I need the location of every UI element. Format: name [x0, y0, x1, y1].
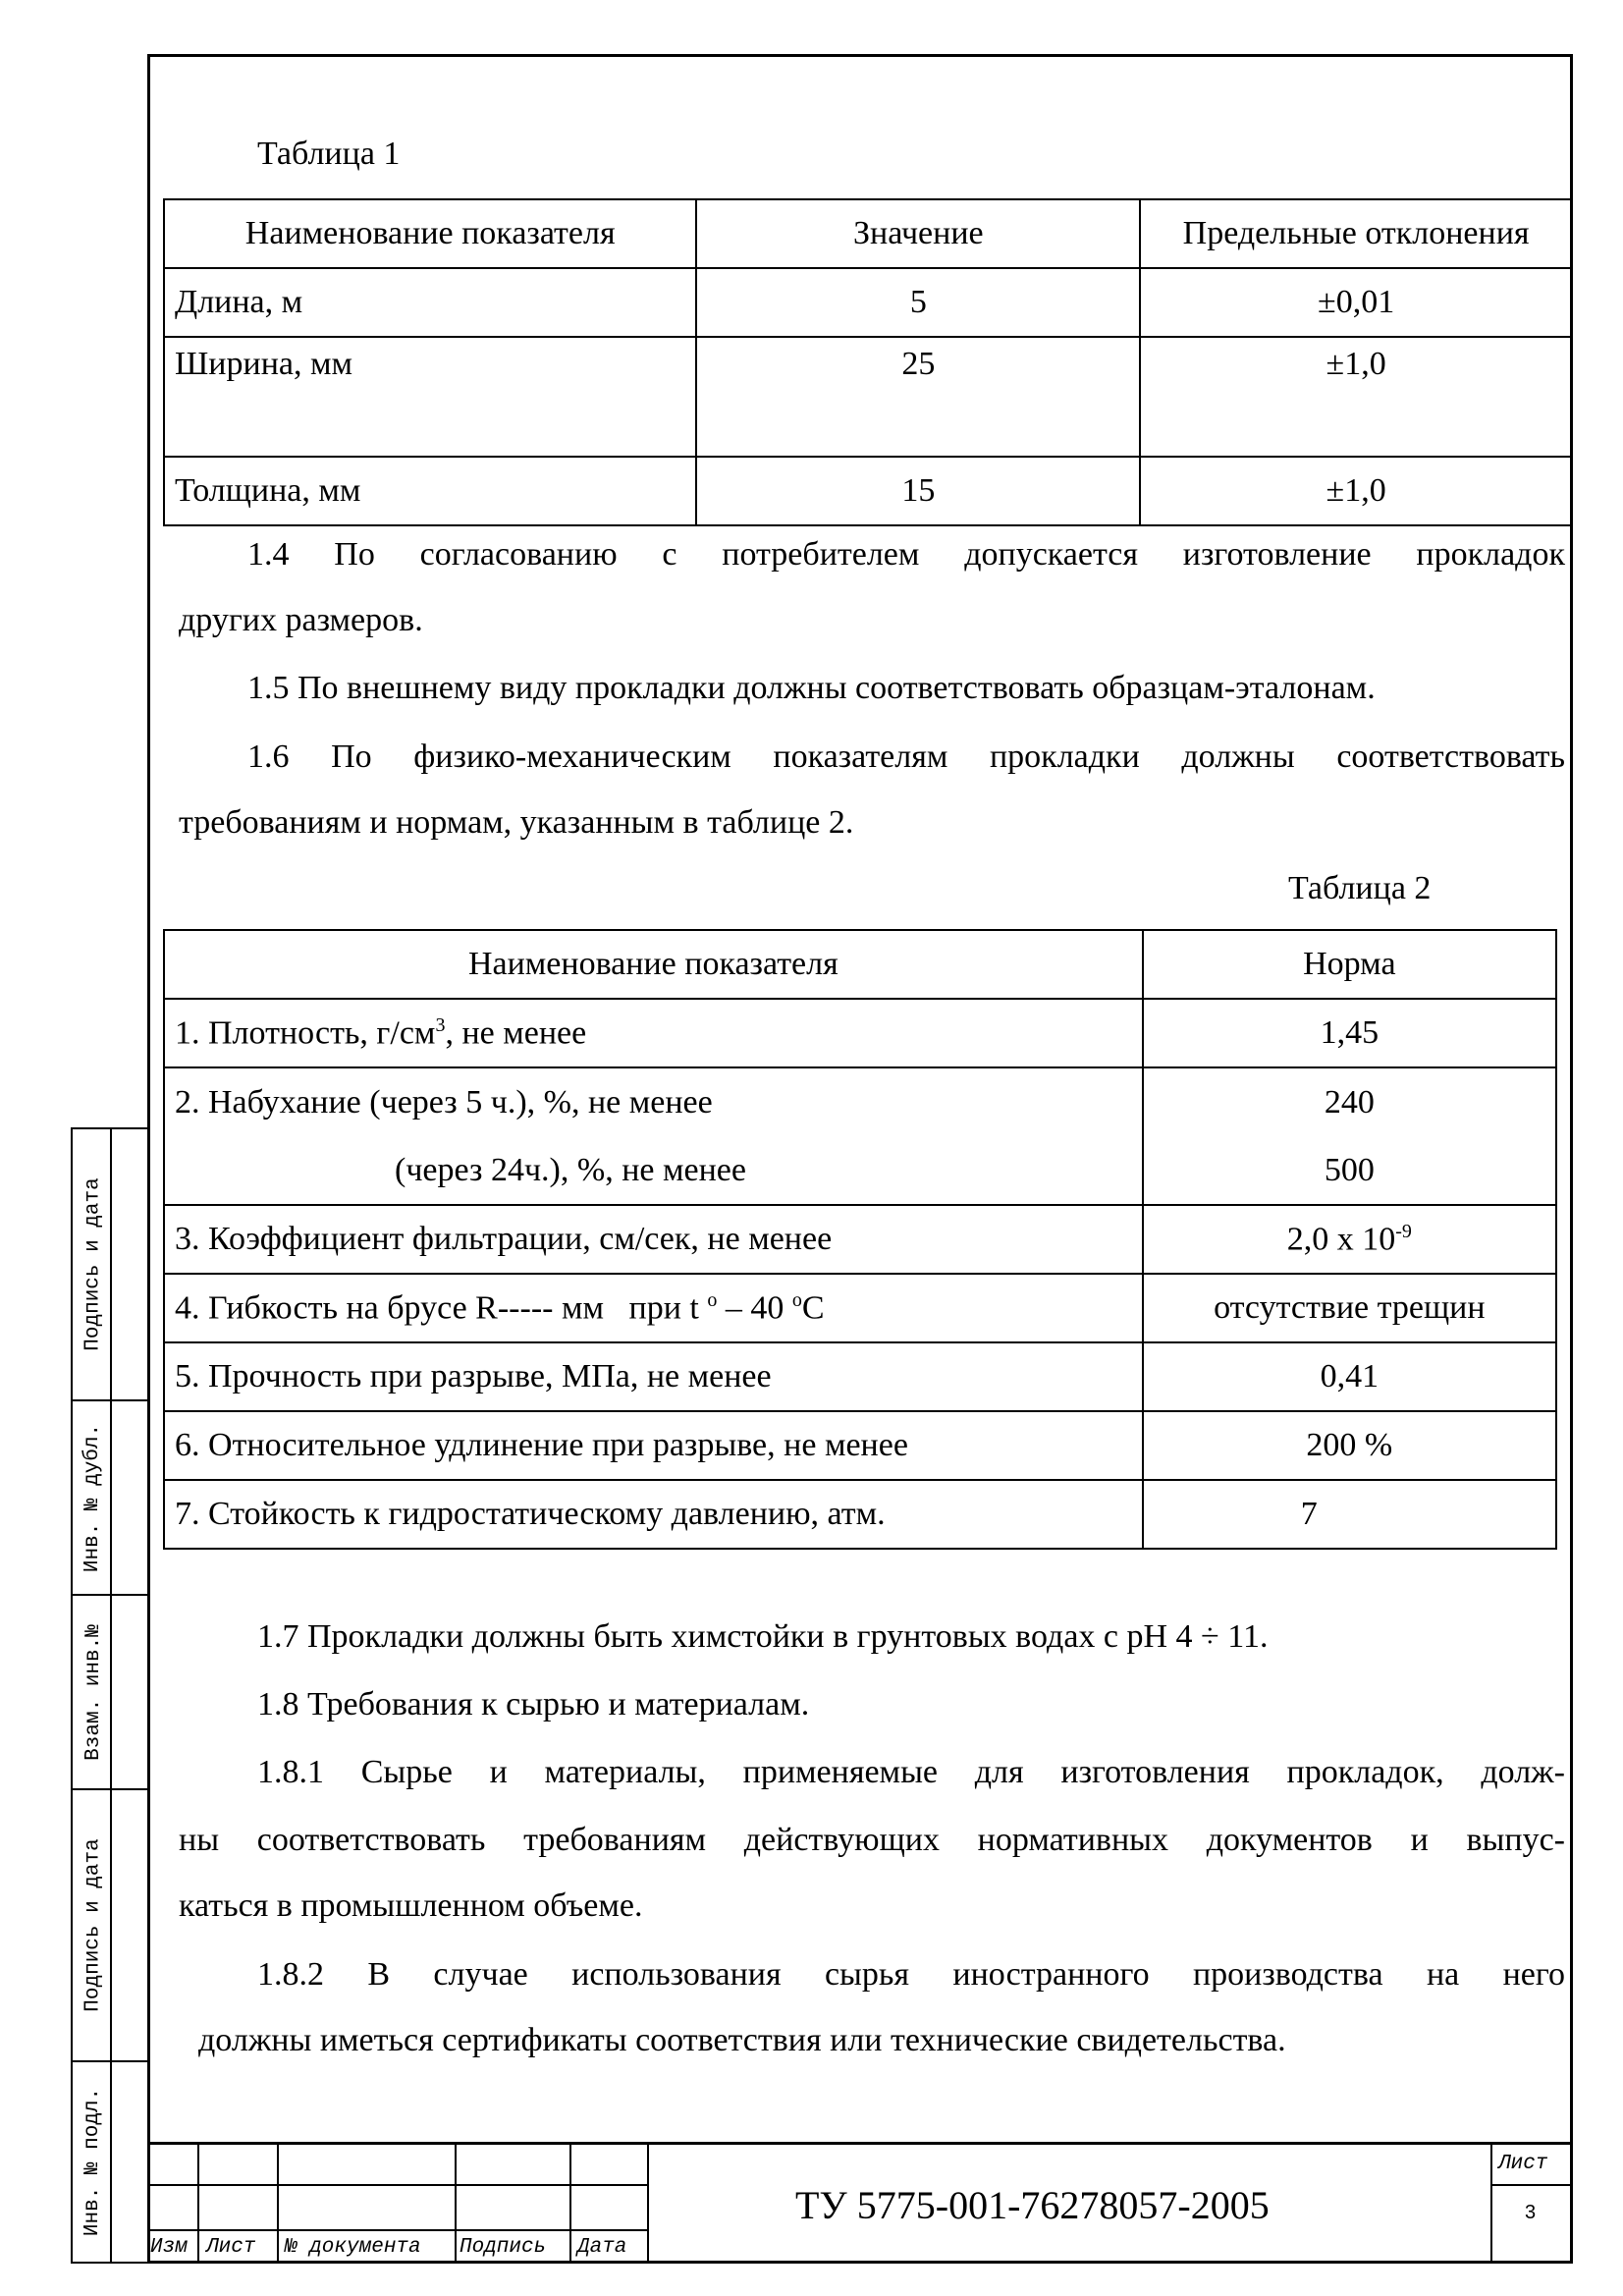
paragraph-1-4-line1: 1.4 По согласованию с потребителем допускается изготовление прокладок [247, 536, 1565, 573]
stamp-label-change: Изм [150, 2236, 188, 2259]
paragraph-1-8: 1.8 Требования к сырью и материалам. [257, 1686, 810, 1722]
paragraph-1-8-2-line1: 1.8.2 В случае использования сырья иностранного производства на него [257, 1956, 1565, 1993]
table2-label-cell: 5. Прочность при разрыве, МПа, не менее [164, 1342, 1143, 1411]
side-label: Подпись и дата [81, 1177, 105, 1351]
label-text: – 40 [717, 1289, 792, 1327]
side-cell-replace-inv [71, 1594, 147, 1788]
paragraph-1-5: 1.5 По внешнему виду прокладки должны соответствовать образцам-эталонам. [247, 670, 1376, 706]
superscript: о [791, 1288, 802, 1311]
table-row [164, 1274, 1556, 1342]
side-cell-dup-inv [71, 1399, 147, 1594]
label-text: (через 24ч.), %, не менее [395, 1152, 746, 1188]
table2-label-cell: 3. Коэффициент фильтрации, см/сек, не менее [164, 1205, 1143, 1274]
table-row [164, 1411, 1556, 1480]
table-row [164, 1342, 1556, 1411]
paragraph-1-6-line2: требованиям и нормам, указанным в таблице 2. [179, 804, 854, 841]
table1-cell: ±0,01 [1140, 268, 1572, 337]
table-row [164, 457, 1572, 525]
paragraph-1-8-2-line2: должны иметься сертификаты соответствия или технические свидетельства. [198, 2022, 1286, 2058]
table2-header-cell: Наименование показателя [164, 930, 1143, 999]
label-text: С [801, 1289, 825, 1327]
label-text: , не менее [445, 1014, 587, 1052]
table2-value-cell [1143, 1205, 1556, 1274]
table2-label-cell [164, 999, 1143, 1067]
superscript: -9 [1395, 1220, 1412, 1242]
table2-value-cell: 0,41 [1143, 1342, 1556, 1411]
table2-value-cell: отсутствие трещин [1143, 1274, 1556, 1342]
value-text: 500 [1324, 1152, 1375, 1188]
table2-header-cell: Норма [1143, 930, 1556, 999]
document-designation: ТУ 5775-001-76278057-2005 [795, 2183, 1270, 2227]
stamp-label-sheet: Лист [206, 2236, 256, 2259]
table2-value-cell [1143, 1067, 1556, 1205]
side-cell-orig-inv [71, 2060, 147, 2264]
paragraph-1-6-line1: 1.6 По физико-механическим показателям прокладки должны соответствовать [247, 738, 1565, 775]
table1-header-cell: Наименование показателя [164, 199, 696, 268]
table1-cell: Толщина, мм [164, 457, 696, 525]
stamp-label-document-number: № документа [285, 2236, 421, 2259]
table-row [164, 337, 1572, 457]
table-row [164, 199, 1572, 268]
side-label: Взам. инв.№ [81, 1623, 105, 1761]
paragraph-1-8-1-line1: 1.8.1 Сырье и материалы, применяемые для изготовления прокладок, долж- [257, 1754, 1565, 1790]
page-number: 3 [1524, 2202, 1537, 2223]
label-text: 4. Гибкость на брусе R----- мм при t [175, 1289, 708, 1327]
superscript: 3 [435, 1013, 446, 1036]
table2-label-cell: 7. Стойкость к гидростатическому давлению, атм. [164, 1480, 1143, 1549]
table2-value-cell: 1,45 [1143, 999, 1556, 1067]
table2-label-cell: 6. Относительное удлинение при разрыве, не менее [164, 1411, 1143, 1480]
table1-cell: ±1,0 [1140, 457, 1572, 525]
value-text: 2,0 х 10 [1286, 1221, 1396, 1258]
table-row [164, 1480, 1556, 1549]
side-cell-signature-date [71, 1127, 147, 1399]
table1-header-cell: Предельные отклонения [1140, 199, 1572, 268]
table1-cell: 25 [696, 337, 1140, 457]
table1-header-cell: Значение [696, 199, 1140, 268]
side-label: Инв. № подл. [81, 2087, 105, 2237]
table2 [163, 929, 1557, 1550]
stamp-label-date: Дата [577, 2236, 627, 2259]
table-row [164, 999, 1556, 1067]
label-text: 2. Набухание (через 5 ч.), %, не менее [175, 1084, 713, 1121]
side-label: Инв. № дубл. [81, 1423, 105, 1572]
title-block [147, 2142, 1573, 2264]
table2-label-cell [164, 1274, 1143, 1342]
table1-cell: Длина, м [164, 268, 696, 337]
table2-value-cell: 7 [1143, 1480, 1556, 1549]
stamp-label-signature: Подпись [460, 2236, 547, 2259]
table1-cell: Ширина, мм [164, 337, 696, 457]
table1-cell: ±1,0 [1140, 337, 1572, 457]
table2-value-cell: 200 % [1143, 1411, 1556, 1480]
paragraph-1-8-1-line3: каться в промышленном объеме. [179, 1887, 643, 1924]
paragraph-1-4-line2: других размеров. [179, 602, 423, 638]
paragraph-1-7: 1.7 Прокладки должны быть химстойки в грунтовых водах с pH 4 ÷ 11. [257, 1618, 1269, 1655]
table2-label-cell [164, 1067, 1143, 1205]
table1-cell: 15 [696, 457, 1140, 525]
table2-caption: Таблица 2 [1288, 870, 1432, 906]
table1-caption: Таблица 1 [257, 136, 401, 172]
value-text: 240 [1324, 1084, 1375, 1121]
table-row [164, 1067, 1556, 1205]
stamp-sheet-label: Лист [1498, 2153, 1548, 2175]
label-text: 1. Плотность, г/см [175, 1014, 436, 1052]
table-row [164, 268, 1572, 337]
table1 [163, 198, 1573, 526]
paragraph-1-8-1-line2: ны соответствовать требованиям действующих нормативных документов и выпус- [179, 1822, 1565, 1858]
side-cell-signature-date-2 [71, 1788, 147, 2060]
side-label: Подпись и дата [81, 1838, 105, 2012]
superscript: о [707, 1288, 718, 1311]
table1-cell: 5 [696, 268, 1140, 337]
table-row [164, 930, 1556, 999]
table-row [164, 1205, 1556, 1274]
